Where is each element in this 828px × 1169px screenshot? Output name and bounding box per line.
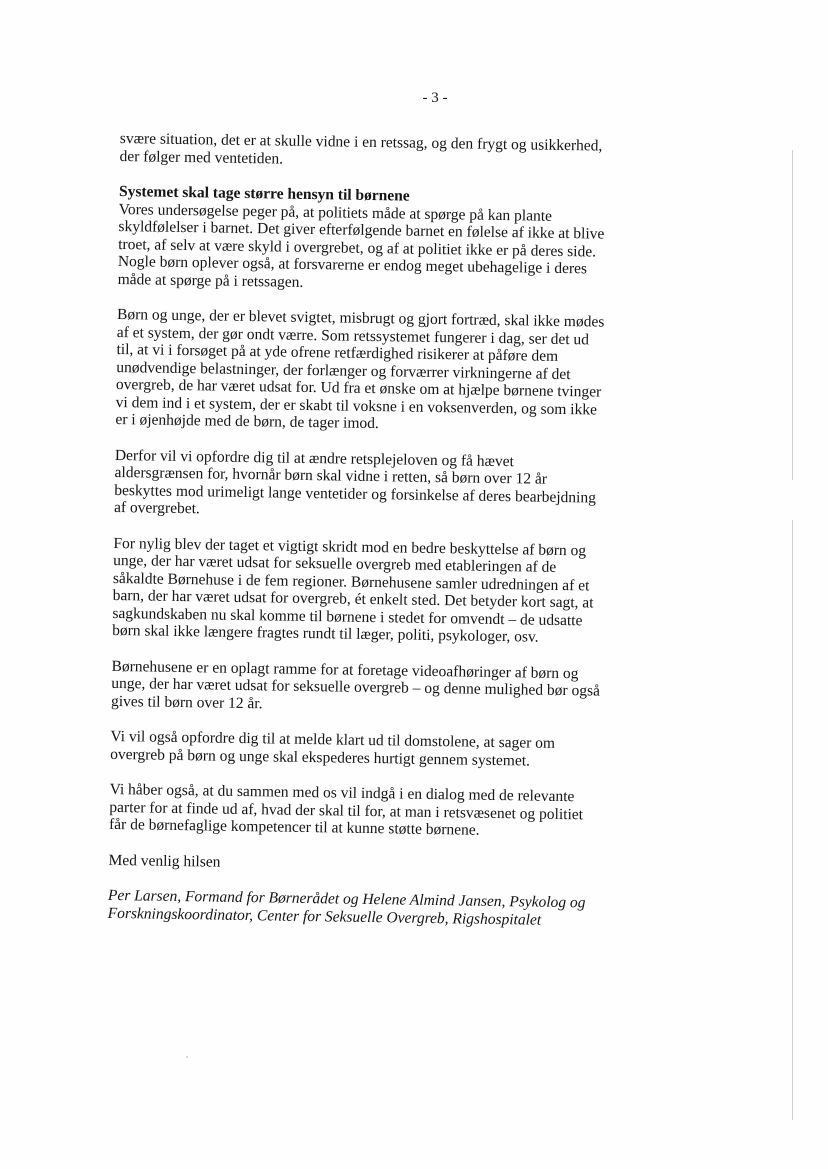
- letter-body: [108, 130, 610, 930]
- paragraph-continuation: svære situation, det er at skulle vidne i en retssag, og den frygt og usikkerhed, der følger med ventetiden.: [119, 130, 603, 168]
- closing-greeting: Med venlig hilsen: [108, 851, 221, 871]
- paragraph-children-houses: For nylig blev der taget et vigtigt skridt mod en bedre beskyttelse af børn og unge, der har været udsat for seksuelle overgreb med etableringen af de såkaldte Børnehuse i de fem regioner. Børnehusene samler udredningen af et barn, der har været udsat for overgreb, ét enkelt sted. Det betyder kort sagt, at sagkundskaben nu skal komme til børnene i stedet for omvendt – de udsatte børn skal ikke længere fragtes rundt til læger, politi, psykologer, osv.: [112, 534, 594, 646]
- page-number: - 3 -: [422, 90, 448, 106]
- paragraph-video-interviews: Børnehusene er en oplagt ramme for at foretage videoafhøringer af børn og unge, der har været udsat for seksuelle overgreb – og denne mulighed bør også gives til børn over 12 år.: [110, 657, 601, 712]
- paragraph-dialog: Vi håber også, at du sammen med os vil indgå i en dialog med de relevante parter for at finde ud af, hvad der skal til for, at man i retsvæsenet og politiet får de børnefaglige kompetencer til at kunne støtte børnene.: [108, 780, 584, 839]
- scan-artifact-line: [792, 150, 793, 480]
- scan-artifact-line: [792, 520, 793, 1120]
- paragraph-age-limit: Derfor vil vi opfordre dig til at ændre retsplejeloven og få hævet aldersgrænsen for, hvornår børn skal vidne i retten, så børn over 12 år beskyttes mod urimeligt lange ventetider og forsinkelse af deres bearbejdning af overgrebet.: [113, 446, 597, 518]
- section-heading: Systemet skal tage større hensyn til børnene: [118, 182, 410, 205]
- paragraph-courts: Vi vil også opfordre dig til at melde klart ud til domstolene, at sager om overgreb på børn og unge skal ekspederes hurtigt gennem systemet.: [110, 727, 556, 770]
- paragraph-investigation: Vores undersøgelse peger på, at politiets måde at spørge på kan plante skyldfølelser i barnet. Det giver efterfølgende barnet en følelse af ikke at blive troet, af selv at være skyld i overgrebet, og af at politiet ikke er på deres side. Nogle børn oplever også, at forsvarerne er endog meget ubehagelige i deres måde at spørge på i retssagen.: [117, 200, 605, 291]
- scan-artifact-dot: [186, 1056, 188, 1058]
- section: [118, 183, 610, 296]
- signature: Per Larsen, Formand for Børnerådet og Helene Almind Jansen, Psykolog og Forskningskoordinator, Center for Seksuelle Overgreb, Rigshospitalet: [107, 886, 586, 929]
- paragraph-system: Børn og unge, der er blevet svigtet, misbrugt og gjort fortræd, skal ikke mødes af et system, der gør ondt værre. Som retssystemet fungerer i dag, ser det ud til, at vi i forsøget på at yde ofrene retfærdighed risikerer at påføre dem unødvendige belastninger, der forlænger og forværrer virkningerne af det overgreb, de har været udsat for. Ud fra et ønske om at hjælpe børnene tvinger vi dem ind i et system, der er skabt til voksne i en voksenverden, og som ikke er i øjenhøjde med de børn, de tager imod.: [115, 305, 605, 433]
